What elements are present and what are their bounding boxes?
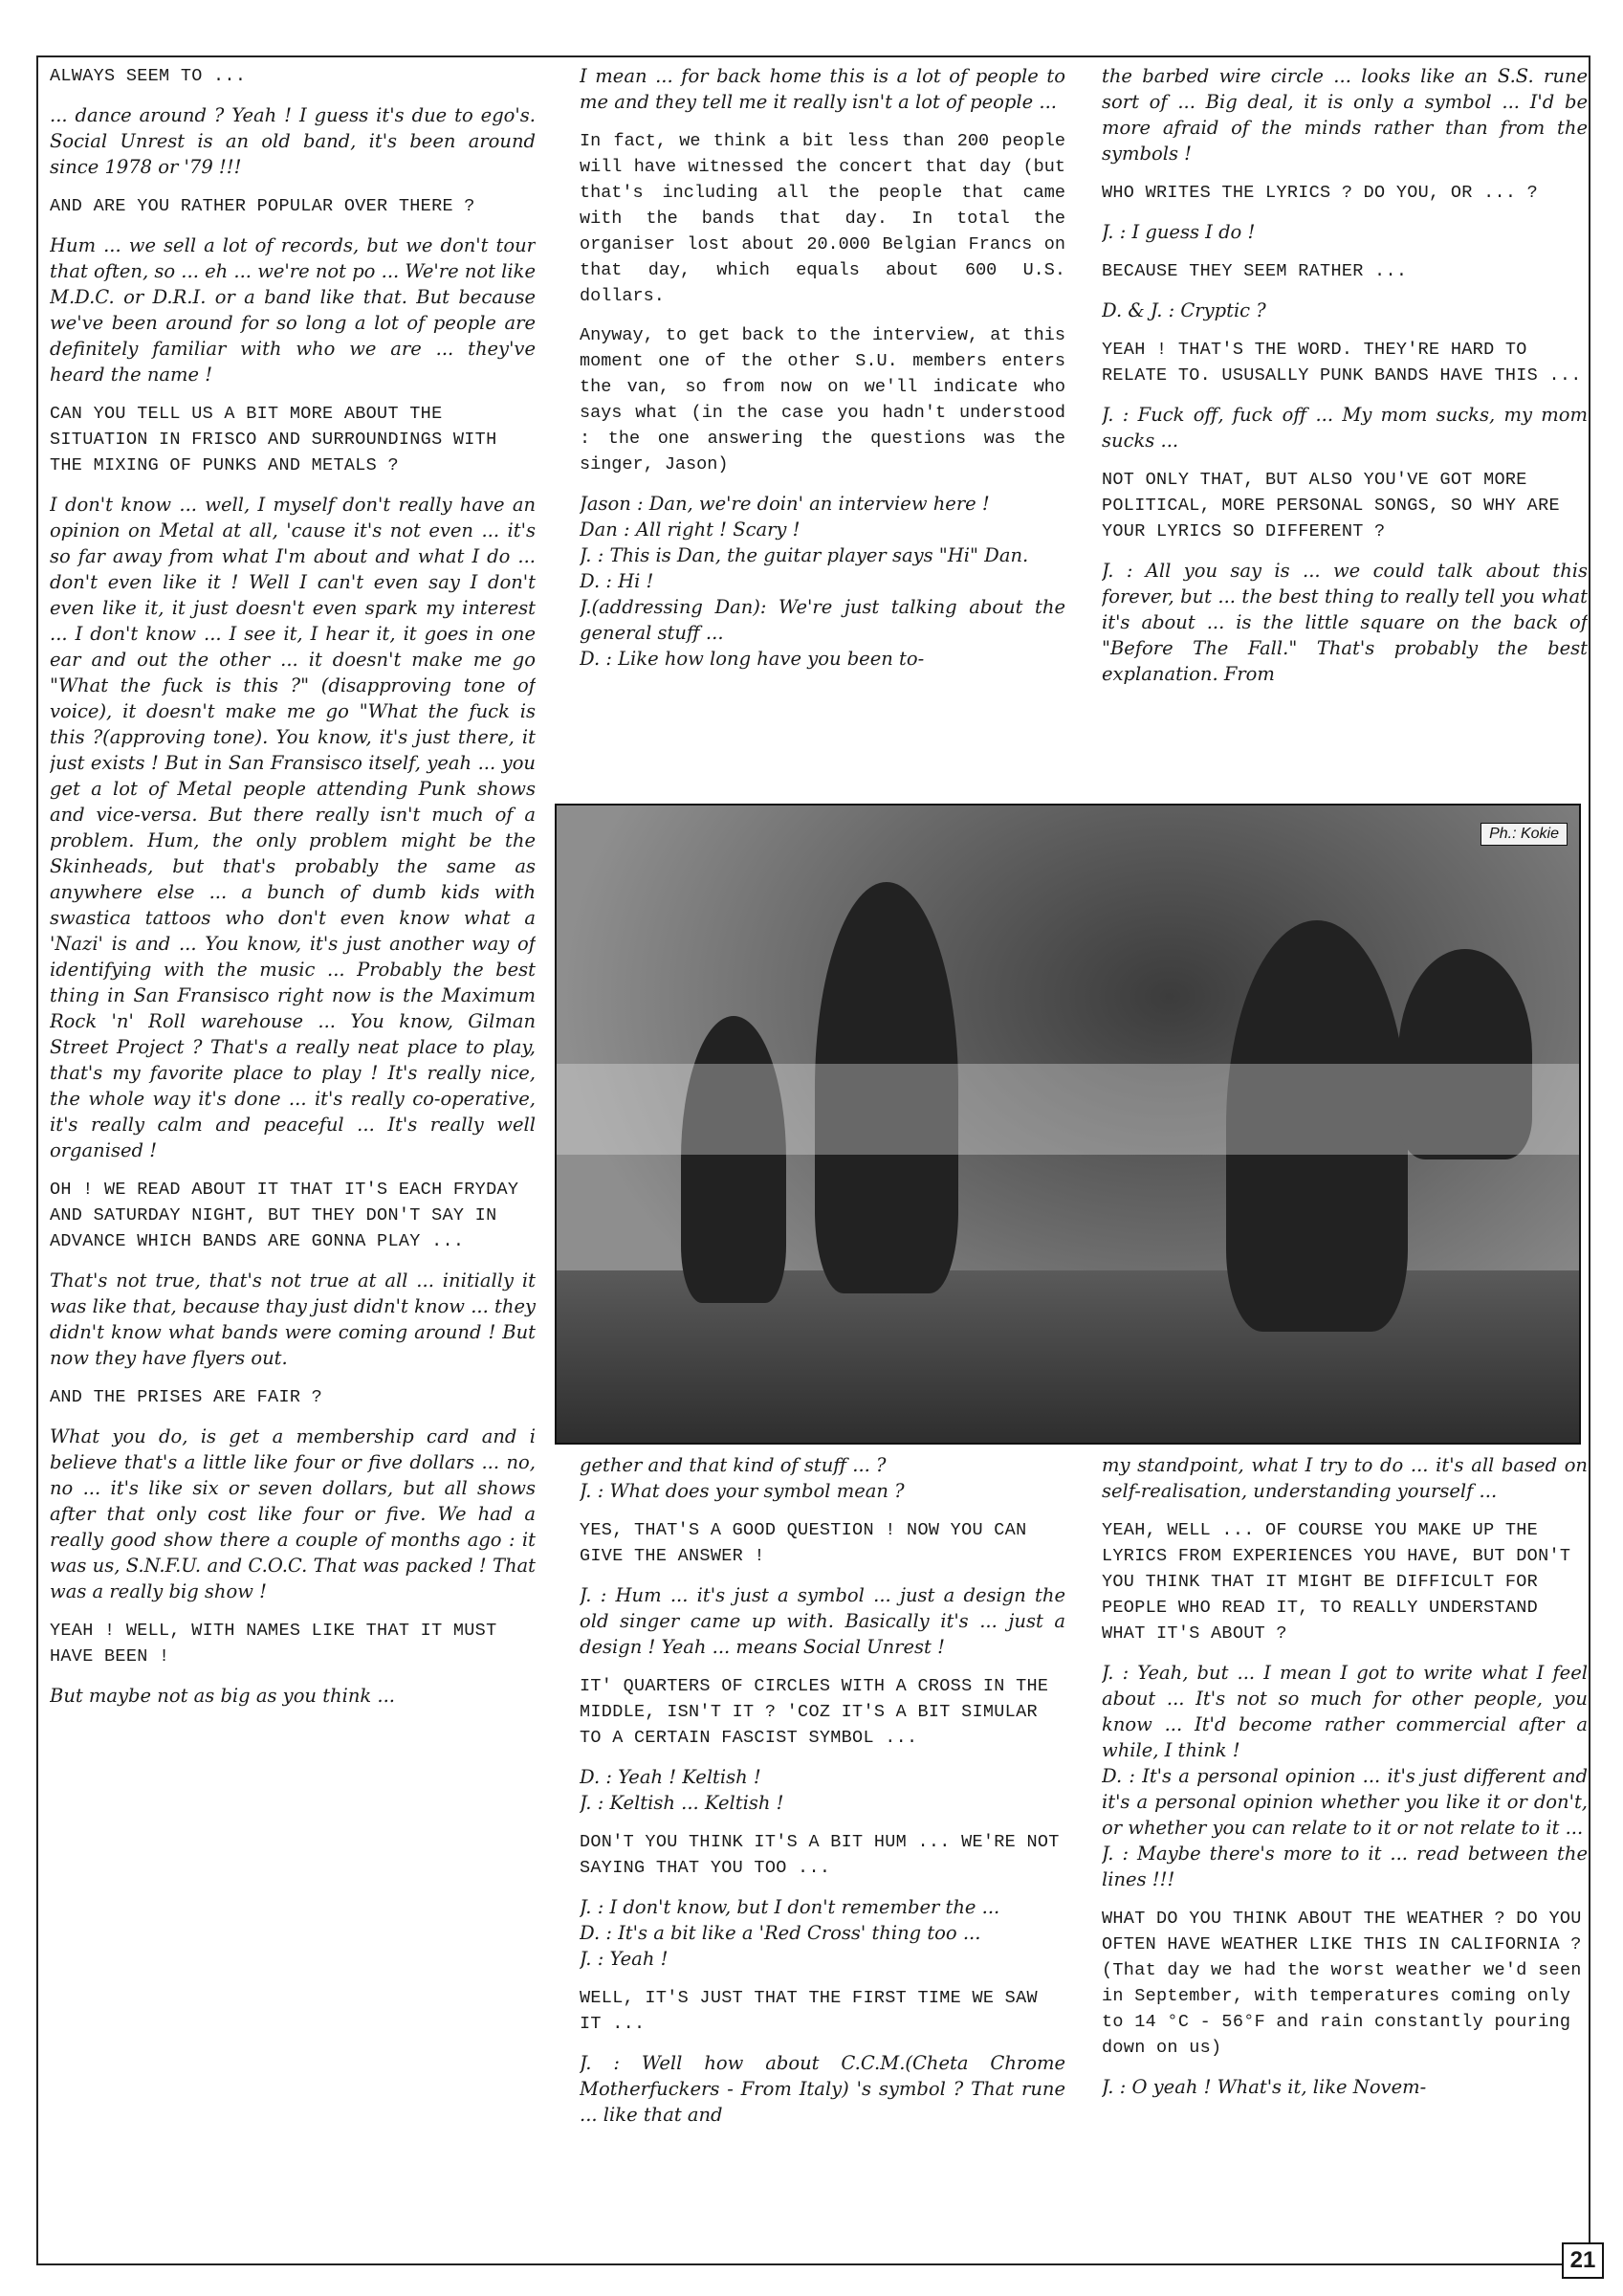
- column-2-top: [580, 63, 1065, 800]
- interview-answer: I don't know ... well, I myself don't really have an opinion on Metal at all, 'cause it's not even ... it's so far away from what I'm about and what I do ... don't even like it ! Well I can't even say I don't even like it, it just doesn't even spark my interest ... I don't know ... I see it, I hear it, it goes in one ear and out the other ... it doesn't make me go "What the fuck is this ?" (disapproving tone of voice), it doesn't make me go "What the fuck is this ?(approving tone). You know, it's just there, it just exists ! But in San Fransisco itself, yeah ... you get a lot of Metal people attending Punk shows and vice-versa. But there really isn't much of a problem. Hum, the only problem might be the Skinheads, but that's probably the same as anywhere else ... a bunch of dumb kids with swastica tattoos who don't even know what a 'Nazi' is and ... You know, it's just another way of identifying with the music ... Probably the best thing in San Fransisco right now is the Maximum Rock 'n' Roll warehouse ... You know, Gilman Street Project ? That's a really neat place to play, that's my favorite place to play ! It's really nice, the whole way it's done ... it's really co-operative, it's really calm and peaceful ... It's really well organised !: [50, 494, 536, 1161]
- interview-answer: gether and that kind of stuff ... ? J. : What does your symbol mean ?: [580, 1454, 905, 1502]
- interview-question: WHO WRITES THE LYRICS ? DO YOU, OR ... ?: [1102, 183, 1539, 203]
- interview-question: WHAT DO YOU THINK ABOUT THE WEATHER ? DO YOU OFTEN HAVE WEATHER LIKE THIS IN CALIFORNIA ? (That day we had the worst weather we'd seen in September, with temperatures coming only to 14 °C - 56°F and rain constantly pouring down on us): [1102, 1909, 1582, 2058]
- concert-photo: [555, 804, 1581, 1445]
- interview-answer: J. : I guess I do !: [1102, 221, 1256, 243]
- interview-question: YEAH, WELL ... OF COURSE YOU MAKE UP THE LYRICS FROM EXPERIENCES YOU HAVE, BUT DON'T YOU THINK THAT IT MIGHT BE DIFFICULT FOR PEOPLE WHO READ IT, TO REALLY UNDERSTAND WHAT IT'S ABOUT ?: [1102, 1520, 1571, 1644]
- interview-answer: J. : O yeah ! What's it, like Novem-: [1102, 2076, 1427, 2098]
- interview-question: AND THE PRISES ARE FAIR ?: [50, 1387, 323, 1407]
- interview-answer: ... dance around ? Yeah ! I guess it's due to ego's. Social Unrest is an old band, it's been around since 1978 or '79 !!!: [50, 104, 536, 178]
- column-2-bottom: [580, 1452, 1065, 2256]
- interview-answer: What you do, is get a membership card and i believe that's a little like four or five dollars ... no, no ... it's like six or seven dollars, but all shows after that only cost like four or five. We had a really good show there a couple of months ago : it was us, S.N.F.U. and C.O.C. That was packed ! That was a really big show !: [50, 1425, 536, 1602]
- interview-question: ALWAYS SEEM TO ...: [50, 66, 247, 86]
- interview-answer: D. & J. : Cryptic ?: [1102, 299, 1266, 321]
- interview-answer: But maybe not as big as you think ...: [50, 1685, 395, 1707]
- column-1: [50, 63, 536, 2263]
- interview-question: WELL, IT'S JUST THAT THE FIRST TIME WE SAW IT ...: [580, 1988, 1038, 2034]
- interview-question: CAN YOU TELL US A BIT MORE ABOUT THE SITUATION IN FRISCO AND SURROUNDINGS WITH THE MIXING OF PUNKS AND METALS ?: [50, 404, 497, 475]
- interview-answer: I mean ... for back home this is a lot of people to me and they tell me it really isn't a lot of people ...: [580, 65, 1065, 113]
- interview-answer: That's not true, that's not true at all ... initially it was like that, because thay just didn't know ... they didn't know what bands were coming around ! But now they have flyers out.: [50, 1269, 536, 1369]
- photo-credit: Ph.: Kokie: [1480, 823, 1568, 846]
- interview-answer: J. : Hum ... it's just a symbol ... just a design the old singer came up with. Basically it's ... just a design ! Yeah ... means Social Unrest !: [580, 1584, 1065, 1658]
- column-3-top: [1102, 63, 1588, 800]
- interview-question: OH ! WE READ ABOUT IT THAT IT'S EACH FRYDAY AND SATURDAY NIGHT, BUT THEY DON'T SAY IN ADVANCE WHICH BANDS ARE GONNA PLAY ...: [50, 1180, 519, 1251]
- interview-answer: J. : Fuck off, fuck off ... My mom sucks, my mom sucks ...: [1102, 404, 1588, 452]
- column-3-bottom: [1102, 1452, 1588, 2256]
- interview-answer: Hum ... we sell a lot of records, but we don't tour that often, so ... eh ... we're not po ... We're not like M.D.C. or D.R.I. or a band like that. But because we've been around for so long a lot of people are definitely familiar with who we are ... they've heard the name !: [50, 234, 536, 386]
- interview-question: IT' QUARTERS OF CIRCLES WITH A CROSS IN THE MIDDLE, ISN'T IT ? 'COZ IT'S A BIT SIMULAR TO A CERTAIN FASCIST SYMBOL ...: [580, 1676, 1049, 1748]
- interview-answer: J. : Well how about C.C.M.(Cheta Chrome Motherfuckers - From Italy) 's symbol ? That rune ... like that and: [580, 2052, 1065, 2126]
- interview-answer: J. : All you say is ... we could talk about this forever, but ... the best thing to really tell you what it's about ... is the little square on the back of "Before The Fall." That's probably the best explanation. From: [1102, 560, 1588, 685]
- interview-answer: J. : Yeah, but ... I mean I got to write what I feel about ... It's not so much for other people, you know ... It'd become rather commercial after a while, I think ! D. : It's a personal opinion ... it's just different and it's a personal opinion whether you like it or don't, or whether you can relate to it or not relate to it ... J. : Maybe there's more to it ... read between the lines !!!: [1102, 1662, 1588, 1890]
- interview-answer: J. : I don't know, but I don't remember the ... D. : It's a bit like a 'Red Cross' thing too ... J. : Yeah !: [580, 1896, 1000, 1970]
- light-streak: [557, 1064, 1579, 1155]
- interview-question: YES, THAT'S A GOOD QUESTION ! NOW YOU CAN GIVE THE ANSWER !: [580, 1520, 1027, 1566]
- interview-question: AND ARE YOU RATHER POPULAR OVER THERE ?: [50, 196, 475, 216]
- page-number: 21: [1562, 2242, 1604, 2279]
- interview-answer: the barbed wire circle ... looks like an S.S. rune sort of ... Big deal, it is only a symbol ... I'd be more afraid of the minds rather than from the symbols !: [1102, 65, 1588, 165]
- interview-question: YEAH ! WELL, WITH NAMES LIKE THAT IT MUST HAVE BEEN !: [50, 1621, 497, 1667]
- interview-question: BECAUSE THEY SEEM RATHER ...: [1102, 261, 1408, 281]
- interview-answer: Jason : Dan, we're doin' an interview here ! Dan : All right ! Scary ! J. : This is Dan, the guitar player says "Hi" Dan. D. : Hi ! J.(addressing Dan): We're just talking about the general stuff ... D. : Like how long have you been to-: [580, 493, 1065, 670]
- interview-question: DON'T YOU THINK IT'S A BIT HUM ... WE'RE NOT SAYING THAT YOU TOO ...: [580, 1832, 1060, 1878]
- interview-answer: D. : Yeah ! Keltish ! J. : Keltish ... Keltish !: [580, 1766, 784, 1814]
- interview-answer: my standpoint, what I try to do ... it's all based on self-realisation, understanding yourself ...: [1102, 1454, 1588, 1502]
- editor-text: Anyway, to get back to the interview, at this moment one of the other S.U. members enters the van, so from now on we'll indicate who says what (in the case you hadn't understood : the one answering the questions was the singer, Jason): [580, 325, 1065, 475]
- bassist-figure: [681, 1016, 786, 1303]
- editor-text: In fact, we think a bit less than 200 people will have witnessed the concert that day (but that's including all the people that came with the bands that day. In total the organiser lost about 20.000 Belgian Francs on that day, which equals about 600 U.S. dollars.: [580, 131, 1065, 306]
- interview-question: NOT ONLY THAT, BUT ALSO YOU'VE GOT MORE POLITICAL, MORE PERSONAL SONGS, SO WHY ARE YOUR LYRICS SO DIFFERENT ?: [1102, 470, 1560, 541]
- interview-question: YEAH ! THAT'S THE WORD. THEY'RE HARD TO RELATE TO. USUSALLY PUNK BANDS HAVE THIS ...: [1102, 340, 1582, 386]
